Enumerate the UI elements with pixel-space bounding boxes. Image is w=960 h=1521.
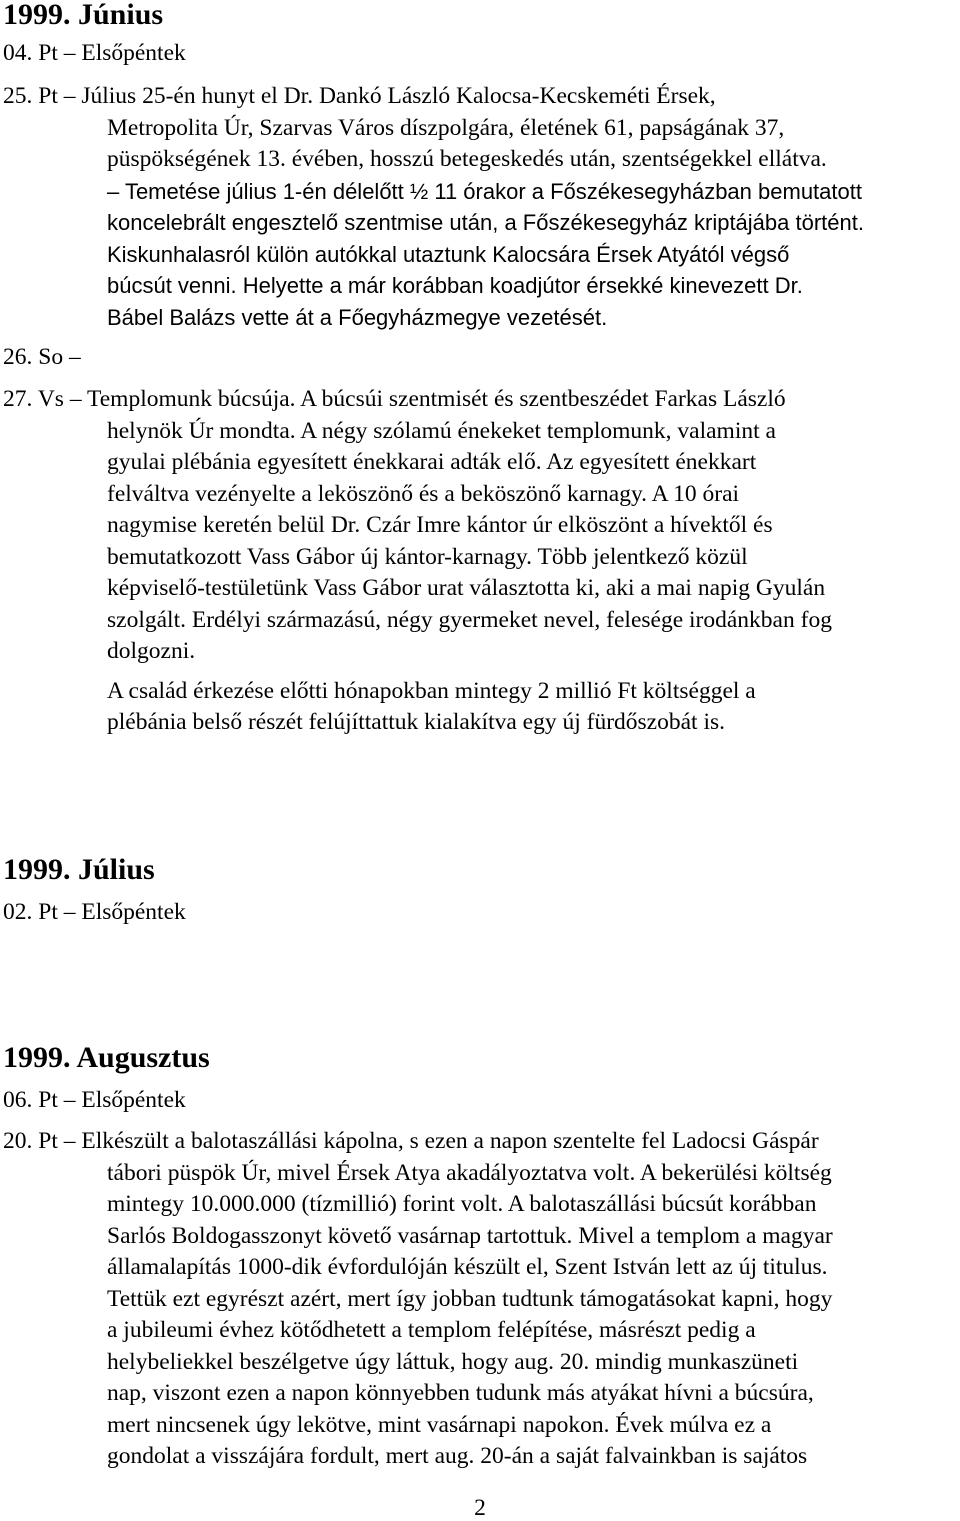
entry-line: búcsút venni. Helyette a már korábban koadjútor érsekké kinevezett Dr. [107,273,803,298]
entry-line: koncelebrált engesztelő szentmise után, a Főszékesegyház kriptájába történt. [107,210,864,235]
entry-body [3,113,958,334]
entry-line: mintegy 10.000.000 (tízmillió) forint volt. A balotaszállási búcsút korábban [107,1191,817,1217]
entry-line: nap, viszont ezen a napon könnyebben tudunk más atyákat hívni a búcsúra, [107,1380,814,1406]
section-heading-august: 1999. Augusztus [3,1041,210,1074]
entry-label: 04. Pt – Elsőpéntek [3,40,186,66]
entry-line: szolgált. Erdélyi származású, négy gyermeket nevel, felesége irodánkban fog [107,606,832,633]
entry-line: államalapítás 1000-dik évfordulóján készült el, Szent István lett az új titulus. [107,1254,828,1280]
section-heading-july: 1999. Július [3,853,155,886]
entry-line: nagymise keretén belül Dr. Czár Imre kántor úr elköszönt a hívektől és [107,512,773,538]
entry-label: 06. Pt – Elsőpéntek [3,1087,186,1113]
entry-label: 25. Pt – Július 25-én hunyt el Dr. Dankó László Kalocsa-Kecskeméti Érsek, [3,83,716,109]
entry-june-04 [3,38,958,70]
entry-body [3,416,958,739]
entry-line: a jubileumi évhez kötődhetett a templom felépítése, másrészt pedig a [107,1317,756,1343]
paragraph-gap [107,668,958,676]
entry-august-06 [3,1085,958,1117]
entry-label: 26. So – [3,344,81,370]
entry-june-27 [3,384,958,739]
entry-line: Tettük ezt egyrészt azért, mert így jobban tudtunk támogatásokat kapni, hogy [107,1285,833,1312]
entry-line: gyulai plébánia egyesített énekkarai adták elő. Az egyesített énekkart [107,449,757,475]
entry-line: tábori püspök Úr, mivel Érsek Atya akadályoztatva volt. A bekerülési költség [107,1159,832,1186]
entry-line: helynök Úr mondta. A négy szólamú énekeket templomunk, valamint a [107,417,776,444]
entry-label: 20. Pt – Elkészült a balotaszállási kápolna, s ezen a napon szentelte fel Ladocsi Gáspár [3,1128,819,1154]
entry-line: mert nincsenek úgy lekötve, mint vasárnapi napokon. Évek múlva ez a [107,1411,772,1438]
entry-line: püspökségének 13. évében, hosszú betegeskedés után, szentségekkel ellátva. [107,146,827,172]
entry-line: képviselő-testületünk Vass Gábor urat választotta ki, aki a mai napig Gyulán [107,575,826,601]
entry-june-25 [3,81,958,333]
section-heading-june: 1999. Június [3,0,164,31]
entry-line: helybeliekkel beszélgetve úgy láttuk, hogy aug. 20. mindig munkaszüneti [107,1348,799,1375]
entry-label: 27. Vs – Templomunk búcsúja. A búcsúi szentmisét és szentbeszédet Farkas László [3,386,786,412]
entry-line: bemutatkozott Vass Gábor új kántor-karnagy. Több jelentkező közül [107,543,748,570]
entry-line: gondolat a visszájára fordult, mert aug. 20-án a saját falvainkban is sajátos [107,1443,808,1469]
entry-line: – Temetése július 1-én délelőtt ½ 11 órakor a Főszékesegyházban bemutatott [107,178,862,204]
entry-august-20 [3,1126,958,1473]
entry-body [3,1158,958,1473]
entry-july-02 [3,897,958,929]
entry-line: A család érkezése előtti hónapokban mintegy 2 millió Ft költséggel a [107,677,756,704]
entry-line: felváltva vezényelte a leköszönő és a beköszönő karnagy. A 10 órai [107,480,740,507]
entry-line: dolgozni. [107,638,196,664]
entry-line: Bábel Balázs vette át a Főegyházmegye vezetését. [107,304,608,330]
page-number: 2 [474,1495,486,1521]
entry-label: 02. Pt – Elsőpéntek [3,899,186,925]
entry-line: Sarlós Boldogasszonyt követő vasárnap tartottuk. Mivel a templom a magyar [107,1222,833,1249]
entry-line: Metropolita Úr, Szarvas Város díszpolgára, életének 61, papságának 37, [107,114,785,141]
entry-line: Kiskunhalasról külön autókkal utaztunk Kalocsára Érsek Atyától végső [107,241,790,267]
entry-line: plébánia belső részét felújíttattuk kialakítva egy új fürdőszobát is. [107,709,725,735]
entry-june-26 [3,342,958,374]
